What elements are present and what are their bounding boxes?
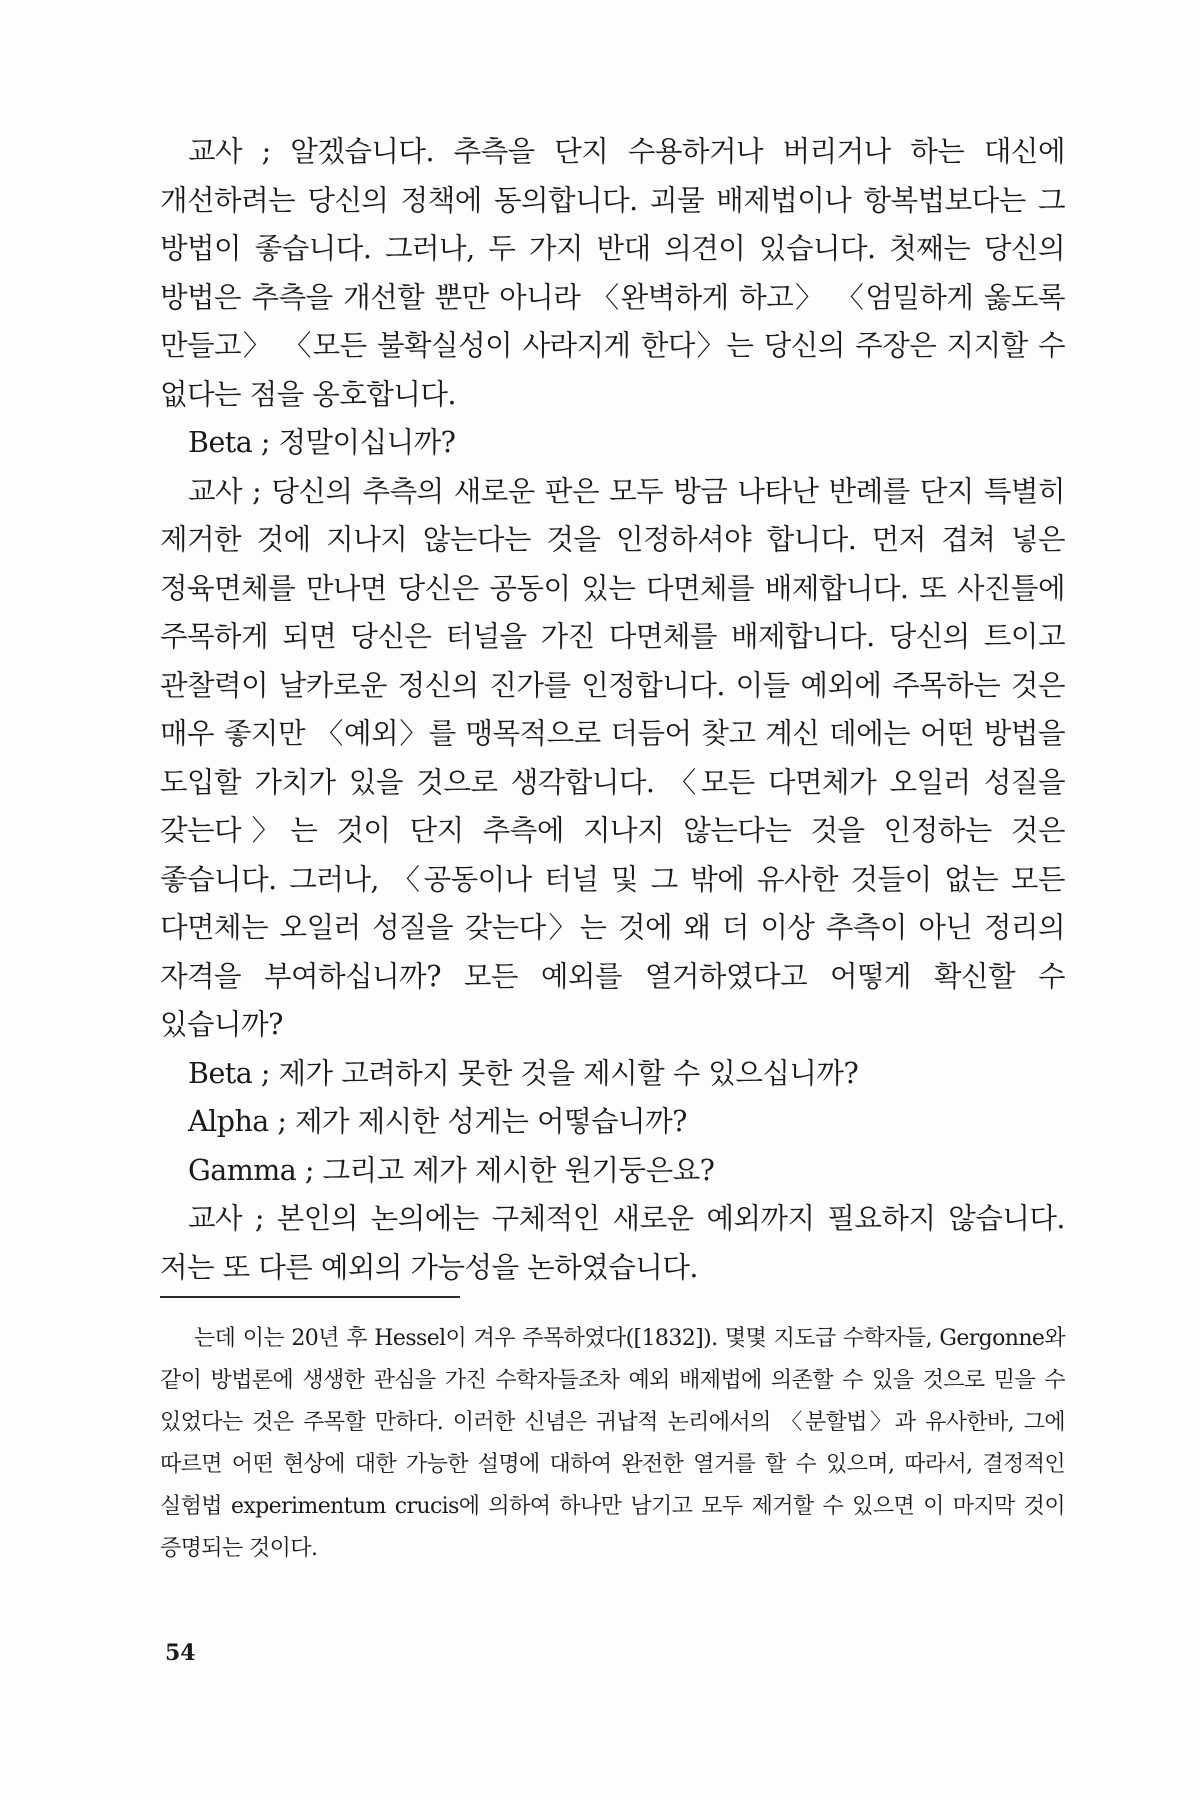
- paragraph-text: 당신의 추측의 새로운 판은 모두 방금 나타난 반례를 단지 특별히 제거한 것에 지나지 않는다는 것을 인정하셔야 합니다. 먼저 겹쳐 넣은 정육면체를 만나면 당신은 공동이 있는 다면체를 배제합니다. 또 사진틀에 주목하게 되면 당신은 터널을 가진 다면체를 배제합니다. 당신의 트이고 관찰력이 날카로운 정신의 진가를 인정합니다. 이들 예외에 주목하는 것은 매우 좋지만 〈예외〉를 맹목적으로 더듬어 찾고 계신 데에는 어떤 방법을 도입할 가치가 있을 것으로 생각합니다. 〈모든 다면체가 오일러 성질을 갖는다〉는 것이 단지 추측에 지나지 않는다는 것을 인정하는 것은 좋습니다. 그러나, 〈공동이나 터널 및 그 밖에 유사한 것들이 없는 모든 다면체는 오일러 성질을 갖는다〉는 것에 왜 더 이상 추측이 아닌 정리의 자격을 부여하십니까? 모든 예외를 열거하였다고 어떻게 확신할 수 있습니까?: [160, 474, 1065, 1041]
- dialogue-paragraph: [160, 128, 1065, 419]
- paragraph-text: 제가 고려하지 못한 것을 제시할 수 있으십니까?: [278, 1056, 859, 1090]
- dialogue-paragraph: [160, 1050, 1065, 1099]
- speaker-label: 교사: [188, 1202, 243, 1235]
- dialogue-paragraph: [160, 1147, 1065, 1196]
- speaker-separator: ;: [252, 1056, 279, 1090]
- paragraph-text: 제가 제시한 성게는 어떻습니까?: [295, 1105, 687, 1138]
- speaker-label: Beta: [188, 1056, 253, 1090]
- speaker-label: Alpha: [188, 1105, 269, 1138]
- footnote-text: 는데 이는 20년 후 Hessel이 겨우 주목하였다([1832]). 몇몇 지도급 수학자들, Gergonne와 같이 방법론에 생생한 관심을 가진 수학자들조차 예외 배제법에 의존할 수 있을 것으로 믿을 수 있었다는 것은 주목할 만하다. 이러한 신념은 귀납적 논리에서의 〈분할법〉과 유사한바, 그에 따르면 어떤 현상에 대한 가능한 설명에 대하여 완전한 열거를 할 수 있으며, 따라서, 결정적인 실험법 experimentum crucis에 의하여 하나만 남기고 모두 제거할 수 있으면 이 마지막 것이 증명되는 것이다.: [160, 1326, 1065, 1561]
- speaker-separator: ;: [242, 135, 291, 168]
- main-text: [160, 128, 1065, 1292]
- footnote-divider: [160, 1296, 460, 1298]
- paragraph-text: 본인의 논의에는 구체적인 새로운 예외까지 필요하지 않습니다. 저는 또 다른 예외의 가능성을 논하였습니다.: [160, 1202, 1065, 1284]
- speaker-label: Gamma: [188, 1153, 297, 1187]
- page-number: 54: [165, 1640, 196, 1666]
- speaker-separator: ;: [268, 1105, 296, 1138]
- speaker-separator: ;: [252, 426, 279, 459]
- speaker-label: 교사: [188, 474, 243, 508]
- speaker-separator: ;: [296, 1153, 323, 1187]
- paragraph-text: 정말이십니까?: [278, 426, 456, 459]
- paragraph-text: 알겠습니다. 추측을 단지 수용하거나 버리거나 하는 대신에 개선하려는 당신의 정책에 동의합니다. 괴물 배제법이나 항복법보다는 그 방법이 좋습니다. 그러나, 두 가지 반대 의견이 있습니다. 첫째는 당신의 방법은 추측을 개선할 뿐만 아니라 〈완벽하게 하고〉 〈엄밀하게 옳도록 만들고〉 〈모든 불확실성이 사라지게 한다〉는 당신의 주장은 지지할 수 없다는 점을 옹호합니다.: [160, 135, 1065, 411]
- speaker-label: Beta: [188, 426, 253, 459]
- speaker-separator: ;: [242, 474, 272, 508]
- paragraph-text: 그리고 제가 제시한 원기둥은요?: [322, 1153, 715, 1187]
- dialogue-paragraph: [160, 1098, 1065, 1147]
- speaker-separator: ;: [242, 1202, 277, 1235]
- dialogue-paragraph: [160, 419, 1065, 468]
- speaker-label: 교사: [188, 135, 243, 168]
- dialogue-paragraph: [160, 1195, 1065, 1292]
- dialogue-paragraph: [160, 468, 1065, 1050]
